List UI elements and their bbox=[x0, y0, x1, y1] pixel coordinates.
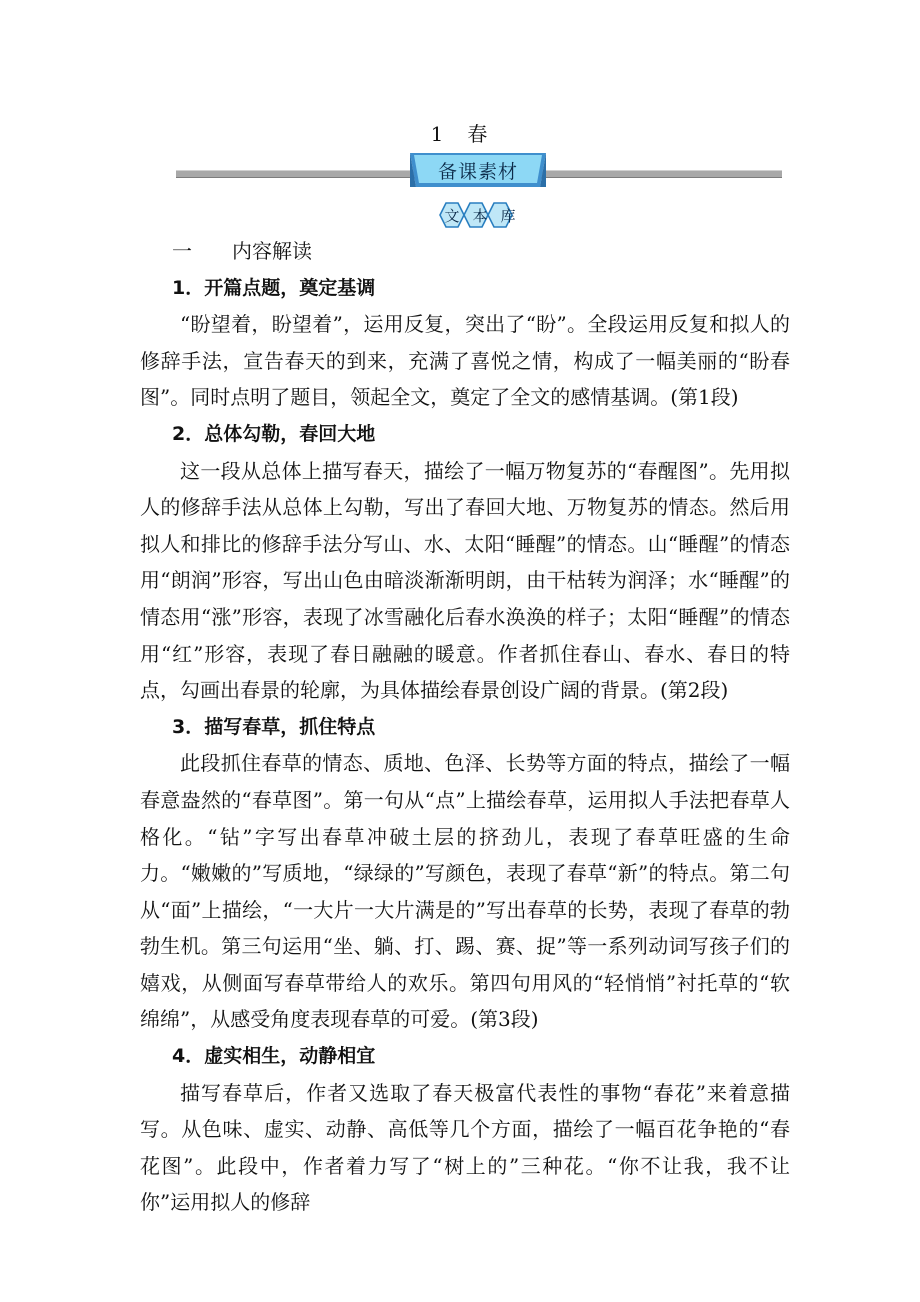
badge-char-ben: 本 bbox=[472, 206, 488, 225]
subsection-paragraph-1: “盼望着，盼望着”，运用反复，突出了“盼”。全段运用反复和拟人的修辞手法，宣告春天的到来，充满了喜悦之情，构成了一幅美丽的“盼春图”。同时点明了题目，领起全文，奠定了全文的感情基调。(第1段) bbox=[140, 312, 790, 410]
subsection-paragraph-4: 描写春草后，作者又选取了春天极富代表性的事物“春花”来着意描写。从色味、虚实、动静、高低等几个方面，描绘了一幅百花争艳的“春花图”。此段中，作者着力写了“树上的”三种花。“你不让我，我不让你”运用拟人的修辞 bbox=[140, 1080, 790, 1215]
subsection-heading-4: 4．虚实相生，动静相宜 bbox=[172, 1045, 376, 1068]
banner-label: 备课素材 bbox=[437, 161, 518, 183]
subsection-heading-3: 3．描写春草，抓住特点 bbox=[172, 715, 376, 738]
subsection-heading-1: 1．开篇点题，奠定基调 bbox=[172, 276, 376, 299]
subsection-paragraph-2: 这一段从总体上描写春天，描绘了一幅万物复苏的“春醒图”。先用拟人的修辞手法从总体上勾勒，写出了春回大地、万物复苏的情态。然后用拟人和排比的修辞手法分写山、水、太阳“睡醒”的情态。山“睡醒”的情态用“朗润”形容，写出山色由暗淡渐渐明朗，由干枯转为润泽；水“睡醒”的情态用“涨”形容，表现了冰雪融化后春水涣涣的样子；太阳“睡醒”的情态用“红”形容，表现了春日融融的暖意。作者抓住春山、春水、春日的特点，勾画出春景的轮廓，为具体描绘春景创设广阔的背景。(第2段) bbox=[140, 458, 790, 703]
wenbenku-badge bbox=[432, 200, 528, 230]
badge-char-wen: 文 bbox=[444, 206, 460, 225]
subsection-heading-2: 2．总体勾勒，春回大地 bbox=[172, 422, 376, 445]
section-title: 内容解读 bbox=[232, 239, 312, 263]
badge-char-ku: 库 bbox=[500, 206, 516, 225]
content-body bbox=[140, 233, 790, 1221]
section-heading bbox=[140, 233, 790, 270]
banner-tab bbox=[410, 153, 546, 189]
subsection-paragraph-3: 此段抓住春草的情态、质地、色泽、长势等方面的特点，描绘了一幅春意盎然的“春草图”。第一句从“点”上描绘春草，运用拟人手法把春草人格化。“钻”字写出春草冲破土层的挤劲儿，表现了春草旺盛的生命力。“嫩嫩的”写质地，“绿绿的”写颜色，表现了春草“新”的特点。第二句从“面”上描绘，“一大片一大片满是的”写出春草的长势，表现了春草的勃勃生机。第三句运用“坐、躺、打、踢、赛、捉”等一系列动词写孩子们的嬉戏，从侧面写春草带给人的欢乐。第四句用风的“轻悄悄”衬托草的“软绵绵”，从感受角度表现春草的可爱。(第3段) bbox=[140, 751, 790, 1032]
lesson-title: 1 春 bbox=[430, 122, 490, 146]
section-number: 一 bbox=[172, 239, 192, 263]
